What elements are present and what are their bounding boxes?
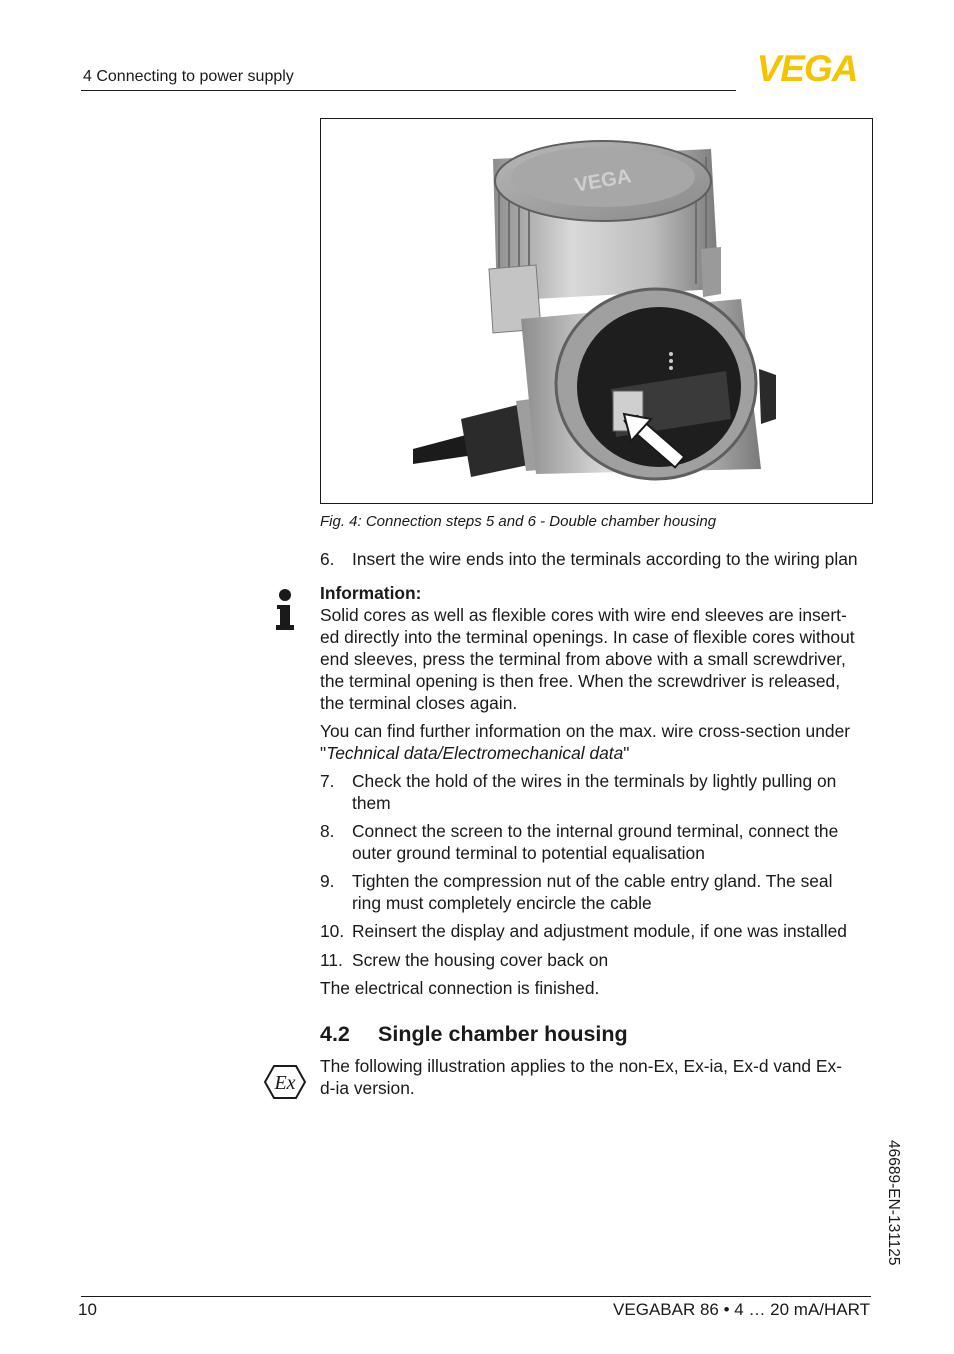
section-body-line: The following illustration applies to the non-Ex, Ex-ia, Ex-d vand Ex- xyxy=(320,1056,842,1076)
step-text: Screw the housing cover back on xyxy=(352,950,609,970)
section-title: Single chamber housing xyxy=(378,1022,628,1046)
header-divider xyxy=(81,90,736,91)
step-text: ring must completely encircle the cable xyxy=(352,893,652,913)
step-number: 6. xyxy=(320,549,335,569)
information-line: Solid cores as well as flexible cores with wire end sleeves are insert- xyxy=(320,605,847,625)
step-8 xyxy=(320,820,880,864)
logo-text: VEGA xyxy=(756,52,858,84)
page-number: 10 xyxy=(78,1300,97,1319)
footer-product: VEGABAR 86 • 4 … 20 mA/HART xyxy=(613,1300,870,1319)
housing-illustration xyxy=(321,119,873,504)
step-7 xyxy=(320,770,880,814)
vega-logo-icon xyxy=(742,52,872,84)
step-text: Insert the wire ends into the terminals according to the wiring plan xyxy=(352,549,858,569)
information-block xyxy=(320,582,880,714)
housing-figure xyxy=(320,118,873,504)
conclusion-text: The electrical connection is finished. xyxy=(320,978,600,998)
step-10 xyxy=(320,920,880,942)
embossed-logo: VEGA xyxy=(573,165,633,197)
technical-data-reference: Technical data/Electromechanical data xyxy=(326,743,624,763)
further-info-ref: "Technical data/Electromechanical data" xyxy=(320,743,630,763)
footer-divider xyxy=(81,1296,871,1297)
information-line: ed directly into the terminal openings. In case of flexible cores without xyxy=(320,627,855,647)
ex-icon xyxy=(264,1064,306,1100)
svg-text:Ex: Ex xyxy=(274,1072,296,1094)
information-title: Information: xyxy=(320,583,422,603)
step-text: Tighten the compression nut of the cable entry gland. The seal xyxy=(352,871,833,891)
step-9 xyxy=(320,870,880,914)
figure-caption: Fig. 4: Connection steps 5 and 6 - Double chamber housing xyxy=(320,513,717,530)
step-text: outer ground terminal to potential equalisation xyxy=(352,843,705,863)
step-text: Reinsert the display and adjustment module, if one was installed xyxy=(352,921,847,941)
step-6 xyxy=(320,548,880,570)
section-body-line: d-ia version. xyxy=(320,1078,415,1098)
step-number: 11. xyxy=(320,950,343,970)
section-heading xyxy=(320,1022,628,1047)
step-number: 10. xyxy=(320,921,345,941)
section-number: 4.2 xyxy=(320,1022,350,1046)
information-line: the terminal opening is then free. When the screwdriver is released, xyxy=(320,671,841,691)
step-text: Check the hold of the wires in the terminals by lightly pulling on xyxy=(352,771,837,791)
step-text: them xyxy=(352,793,391,813)
step-number: 8. xyxy=(320,821,335,841)
step-11 xyxy=(320,949,880,971)
info-icon xyxy=(274,588,296,632)
section-body xyxy=(320,1055,880,1099)
information-line: end sleeves, press the terminal from above with a small screwdriver, xyxy=(320,649,846,669)
further-info-line: You can find further information on the max. wire cross-section under xyxy=(320,721,851,741)
further-info xyxy=(320,720,880,764)
step-text: Connect the screen to the internal ground terminal, connect the xyxy=(352,821,839,841)
step-number: 7. xyxy=(320,771,335,791)
step-number: 9. xyxy=(320,871,335,891)
information-line: the terminal closes again. xyxy=(320,693,518,713)
running-header: 4 Connecting to power supply xyxy=(83,68,294,85)
document-number: 46689-EN-131125 xyxy=(885,1140,902,1266)
